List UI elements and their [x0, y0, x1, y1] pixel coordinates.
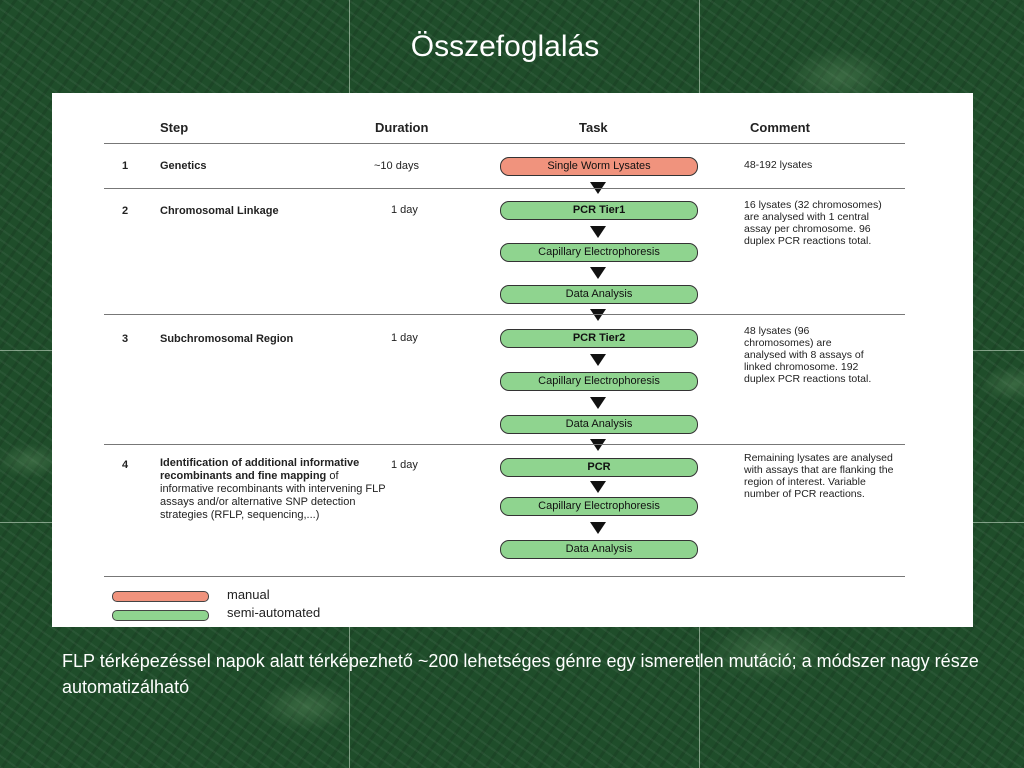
- task-manual-pill: Single Worm Lysates: [500, 157, 698, 176]
- task-semi-pill: PCR Tier2: [500, 329, 698, 348]
- down-arrow-icon: [590, 354, 606, 366]
- task-semi-pill: Data Analysis: [500, 415, 698, 434]
- step-comment: 48 lysates (96 chromosomes) are analysed with 8 assays of linked chromosome. 192 duplex PCR reactions total.: [744, 325, 872, 385]
- step-name: Genetics: [160, 160, 207, 172]
- step-duration: 1 day: [391, 332, 418, 344]
- slide-title: Összefoglalás: [410, 30, 600, 63]
- step-name: Subchromosomal Region: [160, 333, 294, 345]
- step-number: 2: [122, 205, 129, 217]
- task-semi-pill: Data Analysis: [500, 285, 698, 304]
- step-name-bold: Identification of additional informative recombinants: [160, 457, 360, 482]
- table-divider: [104, 314, 905, 315]
- down-arrow-icon: [590, 439, 606, 451]
- header-task: Task: [579, 120, 608, 135]
- step-number: 3: [122, 333, 129, 345]
- legend-semi-swatch: [112, 610, 209, 621]
- step-duration: 1 day: [391, 204, 418, 216]
- slide-caption: FLP térképezéssel napok alatt térképezhető ~200 lehetséges génre egy ismeretlen mutáció; a módszer nagy része automatizálható: [62, 651, 979, 697]
- task-semi-pill: PCR Tier1: [500, 201, 698, 220]
- step-number: 1: [122, 160, 129, 172]
- task-semi-pill: Capillary Electrophoresis: [500, 243, 698, 262]
- table-divider: [104, 188, 905, 189]
- down-arrow-icon: [590, 522, 606, 534]
- header-duration: Duration: [375, 120, 429, 135]
- workflow-figure: [52, 93, 973, 627]
- step-comment: 48-192 lysates: [744, 159, 813, 171]
- legend-semi-label: semi-automated: [227, 605, 321, 620]
- step-name: [160, 457, 392, 522]
- step-duration: 1 day: [391, 459, 418, 471]
- table-divider: [104, 143, 905, 144]
- down-arrow-icon: [590, 481, 606, 493]
- legend-manual-label: manual: [227, 587, 270, 602]
- step-name: Chromosomal Linkage: [160, 205, 279, 217]
- header-step: Step: [160, 120, 189, 135]
- step-comment: Remaining lysates are analysed with assays that are flanking the region of interest. Variable number of PCR reactions.: [744, 452, 894, 500]
- step-comment: 16 lysates (32 chromosomes) are analysed with 1 central assay per chromosome. 96 duplex PCR reactions total.: [744, 199, 882, 247]
- task-semi-pill: Capillary Electrophoresis: [500, 497, 698, 516]
- down-arrow-icon: [590, 267, 606, 279]
- step-name-bold: and fine mapping: [235, 470, 327, 482]
- task-semi-pill: Capillary Electrophoresis: [500, 372, 698, 391]
- step-number: 4: [122, 459, 129, 471]
- task-semi-pill: PCR: [500, 458, 698, 477]
- table-divider: [104, 444, 905, 445]
- down-arrow-icon: [590, 397, 606, 409]
- table-divider: [104, 576, 905, 577]
- down-arrow-icon: [590, 226, 606, 238]
- down-arrow-icon: [590, 309, 606, 321]
- task-semi-pill: Data Analysis: [500, 540, 698, 559]
- step-name-detail: of informative recombinants with intervening FLP assays and/or alternative SNP detection strategies (RFLP, sequencing,...): [160, 470, 386, 521]
- step-duration: ~10 days: [374, 160, 419, 172]
- header-comment: Comment: [750, 120, 810, 135]
- legend-manual-swatch: [112, 591, 209, 602]
